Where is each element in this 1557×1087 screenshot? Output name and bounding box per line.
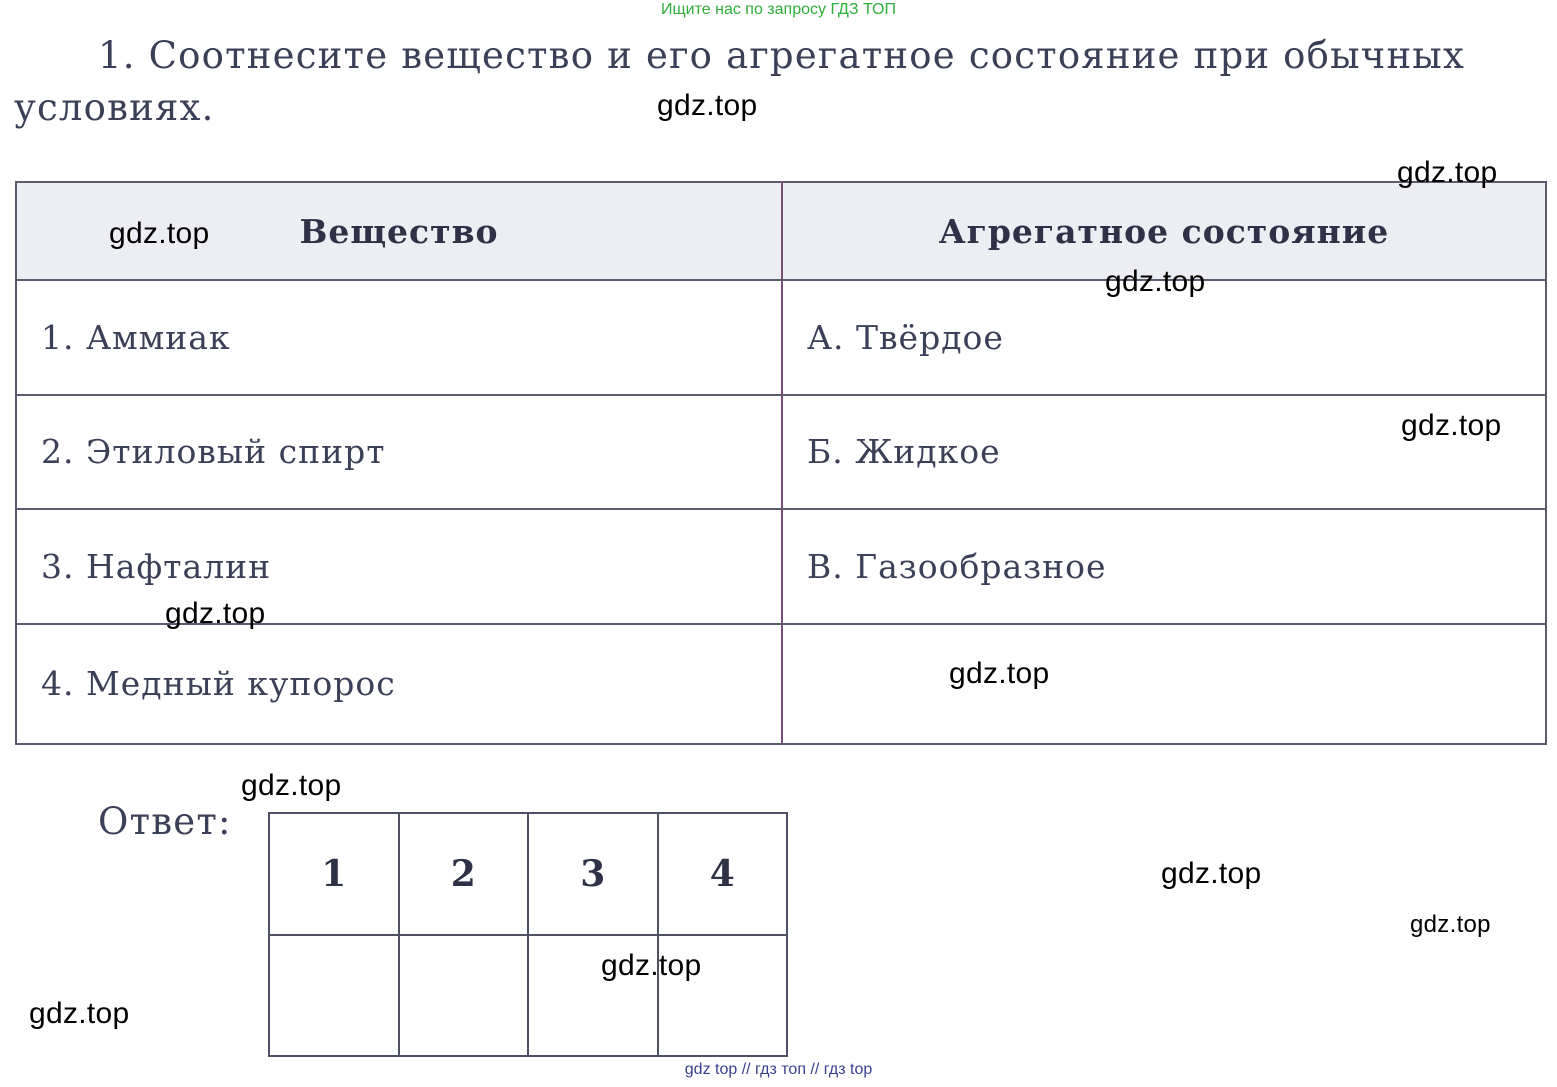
answer-column-4: 4 (658, 813, 788, 935)
matching-table (15, 181, 1547, 745)
task-text: Соотнесите вещество и его агрегатное состояние при обычных (148, 34, 1466, 77)
task-statement-line-1 (14, 30, 1544, 82)
substance-cell: 3. Нафталин (16, 509, 782, 623)
answer-grid (268, 812, 788, 1057)
answer-value-row (269, 935, 787, 1056)
watermark: gdz.top (1397, 156, 1498, 189)
substance-cell: 1. Аммиак (16, 280, 782, 394)
watermark: gdz.top (949, 657, 1050, 690)
answer-cell-1[interactable] (269, 935, 399, 1056)
table-header-row (16, 182, 1546, 280)
watermark: gdz.top (241, 769, 342, 802)
watermark: gdz.top (601, 949, 702, 982)
table-row (16, 395, 1546, 509)
state-cell: А. Твёрдое (782, 280, 1546, 394)
watermark: gdz.top (165, 597, 266, 630)
top-banner: Ищите нас по запросу ГДЗ ТОП (661, 1, 896, 18)
answer-cell-2[interactable] (399, 935, 529, 1056)
watermark: gdz.top (109, 217, 210, 250)
watermark: gdz.top (1410, 911, 1491, 938)
header-state: Агрегатное состояние (782, 182, 1546, 280)
table-row (16, 624, 1546, 744)
header-substance: Вещество (16, 182, 782, 280)
state-cell (782, 624, 1546, 744)
watermark: gdz.top (29, 997, 130, 1030)
watermark: gdz.top (657, 89, 758, 122)
answer-label: Ответ: (98, 800, 232, 843)
footer-links: gdz top // гдз топ // гдз top (684, 1061, 873, 1078)
answer-column-1: 1 (269, 813, 399, 935)
answer-header-row (269, 813, 787, 935)
state-cell: Б. Жидкое (782, 395, 1546, 509)
watermark: gdz.top (1401, 409, 1502, 442)
answer-column-3: 3 (528, 813, 658, 935)
task-statement-line-2: условиях. (14, 86, 215, 129)
table-row (16, 280, 1546, 394)
substance-cell: 4. Медный купорос (16, 624, 782, 744)
state-cell: В. Газообразное (782, 509, 1546, 623)
answer-column-2: 2 (399, 813, 529, 935)
substance-cell: 2. Этиловый спирт (16, 395, 782, 509)
watermark: gdz.top (1161, 857, 1262, 890)
watermark: gdz.top (1105, 265, 1206, 298)
task-number: 1. (98, 34, 136, 77)
